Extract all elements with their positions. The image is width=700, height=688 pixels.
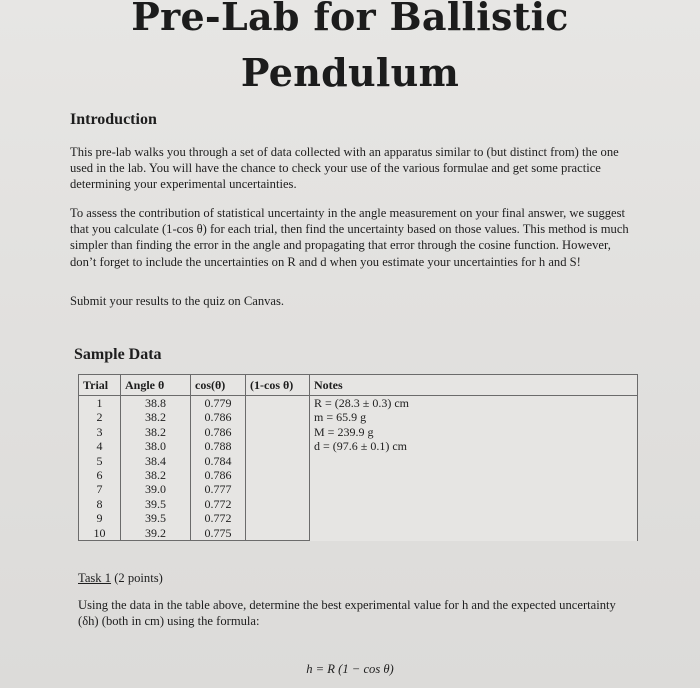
cos-cell: 0.786 (191, 410, 246, 424)
sample-data-table (78, 374, 638, 541)
one-minus-cos-cell (246, 497, 310, 511)
one-minus-cos-cell (246, 410, 310, 424)
trial-cell: 2 (79, 410, 121, 424)
task-1-label: Task 1 (78, 571, 112, 585)
task-1-body: Using the data in the table above, determine the best experimental value for h and the expected uncertainty (δh) (both in cm) using the formula: (78, 598, 616, 628)
cos-cell: 0.777 (191, 482, 246, 496)
table-row (79, 396, 638, 411)
cos-cell: 0.775 (191, 526, 246, 541)
one-minus-cos-cell (246, 439, 310, 453)
trial-cell: 5 (79, 454, 121, 468)
cos-cell: 0.786 (191, 468, 246, 482)
one-minus-cos-cell (246, 482, 310, 496)
cos-cell: 0.772 (191, 511, 246, 525)
note-distance: d = (97.6 ± 0.1) cm (314, 439, 408, 454)
trial-cell: 1 (79, 396, 121, 411)
header-one-minus-cos: (1-cos θ) (246, 375, 310, 396)
intro-paragraph-2: To assess the contribution of statistical uncertainty in the angle measurement on your final answer, we suggest that you calculate (1-cos θ) for each trial, then find the uncertainty based on those values. This method is much simpler than finding the error in the angle and propagating that error through the cosine function. However, don’t forget to include the uncertainties on R and d when you estimate your uncertainties for h and S! (70, 206, 629, 269)
angle-cell: 38.0 (121, 439, 191, 453)
header-cos: cos(θ) (191, 375, 246, 396)
angle-cell: 38.8 (121, 396, 191, 411)
one-minus-cos-cell (246, 511, 310, 525)
page-title-line-1: Pre-Lab for Ballistic (131, 0, 569, 39)
trial-cell: 9 (79, 511, 121, 525)
note-pendulum-mass: M = 239.9 g (314, 424, 374, 439)
angle-cell: 38.2 (121, 410, 191, 424)
task-1-points: (2 points) (114, 571, 163, 585)
cos-cell: 0.779 (191, 396, 246, 411)
intro-paragraph-1: This pre-lab walks you through a set of data collected with an apparatus similar to (but distinct from) the one used in the lab. You will have the chance to check your use of the various formulae and get some practice determining your experimental uncertainties. (70, 145, 619, 192)
sample-data-heading: Sample Data (74, 346, 162, 363)
cos-cell: 0.772 (191, 497, 246, 511)
trial-cell: 3 (79, 425, 121, 439)
trial-cell: 6 (79, 468, 121, 482)
angle-cell: 39.5 (121, 511, 191, 525)
note-radius: R = (28.3 ± 0.3) cm (314, 396, 410, 410)
page-title-line-2: Pendulum (240, 50, 460, 95)
header-notes: Notes (310, 375, 638, 396)
introduction-heading: Introduction (70, 111, 157, 128)
angle-cell: 38.2 (121, 425, 191, 439)
trial-cell: 10 (79, 526, 121, 541)
one-minus-cos-cell (246, 396, 310, 411)
cos-cell: 0.788 (191, 439, 246, 453)
angle-cell: 38.4 (121, 454, 191, 468)
trial-cell: 4 (79, 439, 121, 453)
height-formula: h = R (1 − cos θ) (306, 662, 394, 676)
intro-paragraph-3: Submit your results to the quiz on Canvas. (70, 294, 285, 308)
table-header-row (79, 375, 638, 396)
one-minus-cos-cell (246, 454, 310, 468)
cos-cell: 0.786 (191, 425, 246, 439)
note-ball-mass: m = 65.9 g (314, 410, 367, 425)
one-minus-cos-cell (246, 468, 310, 482)
task-1-heading (78, 571, 163, 586)
trial-cell: 7 (79, 482, 121, 496)
header-trial: Trial (79, 375, 121, 396)
header-angle: Angle θ (121, 375, 191, 396)
one-minus-cos-cell (246, 425, 310, 439)
one-minus-cos-cell (246, 526, 310, 541)
notes-cell (310, 396, 638, 541)
angle-cell: 39.2 (121, 526, 191, 541)
angle-cell: 39.5 (121, 497, 191, 511)
angle-cell: 39.0 (121, 482, 191, 496)
angle-cell: 38.2 (121, 468, 191, 482)
trial-cell: 8 (79, 497, 121, 511)
cos-cell: 0.784 (191, 454, 246, 468)
